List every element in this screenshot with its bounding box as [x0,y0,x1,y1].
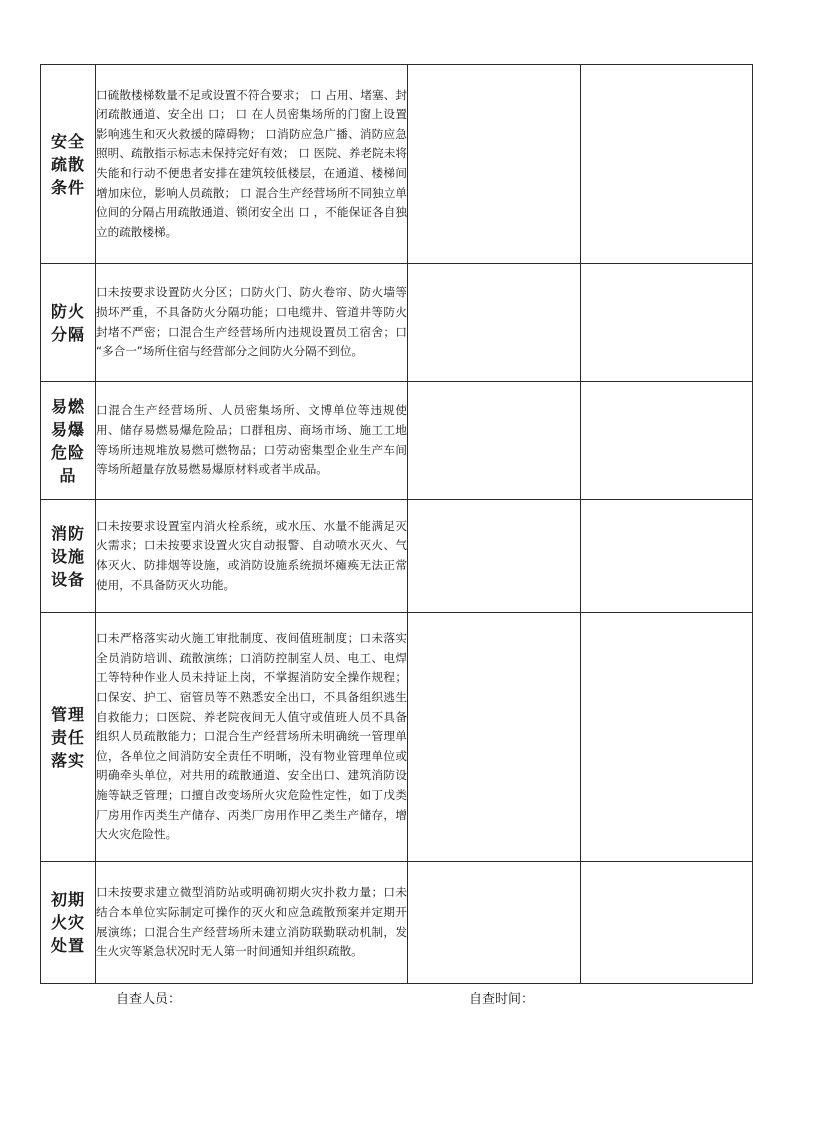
remark-cell[interactable] [581,382,753,500]
category-cell [41,65,96,264]
inspector-label: 自查人员： [116,992,182,1007]
category-cell [41,264,96,382]
check-result-cell[interactable] [408,862,581,984]
category-cell [41,382,96,500]
remark-cell[interactable] [581,500,753,613]
category-label: 初期火灾处置 [50,890,85,955]
category-label: 防火分隔 [50,301,85,344]
remark-cell[interactable] [581,862,753,984]
check-result-cell[interactable] [408,65,581,264]
remark-cell[interactable] [581,264,753,382]
category-label: 消防设施设备 [50,523,85,589]
hazard-description-cell: 口未按要求设置室内消火栓系统，或水压、水量不能满足灭火需求；口未按要求设置火灾自动报警、自动喷水灭火、气体灭火、防排烟等设施，或消防设施系统损坏瘫痪无法正常使用，不具备防灭火功能。 [96,500,408,613]
table-row [41,500,753,613]
hazard-description-cell: 口未按要求设置防火分区；口防火门、防火卷帘、防火墙等损坏严重，不具备防火分隔功能；口电缆井、管道井等防火封堵不严密；口混合生产经营场所内违规设置员工宿舍；口 “多合一”场所住宿与经营部分之间防火分隔不到位。 [96,264,408,382]
hazard-description-cell: 口硫散楼梯数量不足或设置不符合要求； 口 占用、堵塞、封闭疏散通道、安全出 口； 口 在人员密集场所的门窗上设置影响逃生和灭火救援的障碍物； 口消防应急广播、消防应急照明、疏散指示标志未保持完好有效； 口 医院、养老院未将失能和行动不便患者安排在建筑较低楼层，在通道、楼梯间增加床位，影响人员疏散； 口 混合生产经营场所不同独立单位间的分隔占用疏散通道、锁闭安全出 口 ，不能保证各自独立的疏散楼梯。 [96,65,408,264]
category-label: 安全疏散条件 [50,131,85,197]
hazard-description-cell: 口混合生产经营场所、人员密集场所、文博单位等违规使用、储存易燃易爆危险品；口群租房、商场市场、施工工地等场所违规堆放易燃可燃物品；口劳动密集型企业生产车间等场所超量存放易燃易爆原材料或者半成品。 [96,382,408,500]
check-result-cell[interactable] [408,613,581,862]
check-result-cell[interactable] [408,382,581,500]
inspection-date-label: 自查时间： [469,992,535,1007]
table-row [41,264,753,382]
remark-cell[interactable] [581,613,753,862]
table-row [41,613,753,862]
category-label: 易燃易爆危险品 [50,396,85,485]
table-row [41,862,753,984]
category-cell [41,613,96,862]
hazard-description-cell: 口未按要求建立微型消防站或明确初期火灾扑救力量；口未结合本单位实际制定可操作的灭火和应急疏散预案并定期开展演练；口混合生产经营场所未建立消防联勤联动机制，发生火灾等紧急状况时无人第一时间通知并组织疏散。 [96,862,408,984]
check-result-cell[interactable] [408,500,581,613]
inspection-form [40,64,752,984]
table-row [41,65,753,264]
category-label: 管理责任落实 [50,704,85,770]
remark-cell[interactable] [581,65,753,264]
check-result-cell[interactable] [408,264,581,382]
category-cell [41,500,96,613]
fire-safety-checklist-table [40,64,753,984]
category-cell [41,862,96,984]
table-row [41,382,753,500]
hazard-description-cell: 口未严格落实动火施工审批制度、夜间值班制度；口未落实全员消防培训、疏散演练；口消防控制室人员、电工、电焊工等特种作业人员未持证上岗，不掌握消防安全操作规程；口保安、护工、宿管员等不熟悉安全出口，不具备组织逃生自救能力；口医院、养老院夜间无人值守或值班人员不具备组织人员疏散能力；口混合生产经营场所未明确统一管理单位，各单位之间消防安全责任不明晰，没有物业管理单位或明确牵头单位，对共用的疏散通道、安全出口、建筑消防设施等缺乏管理；口擅自改变场所火灾危险性定性，如丁戊类厂房用作丙类生产储存、丙类厂房用作甲乙类生产储存，增大火灾危险性。 [96,613,408,862]
